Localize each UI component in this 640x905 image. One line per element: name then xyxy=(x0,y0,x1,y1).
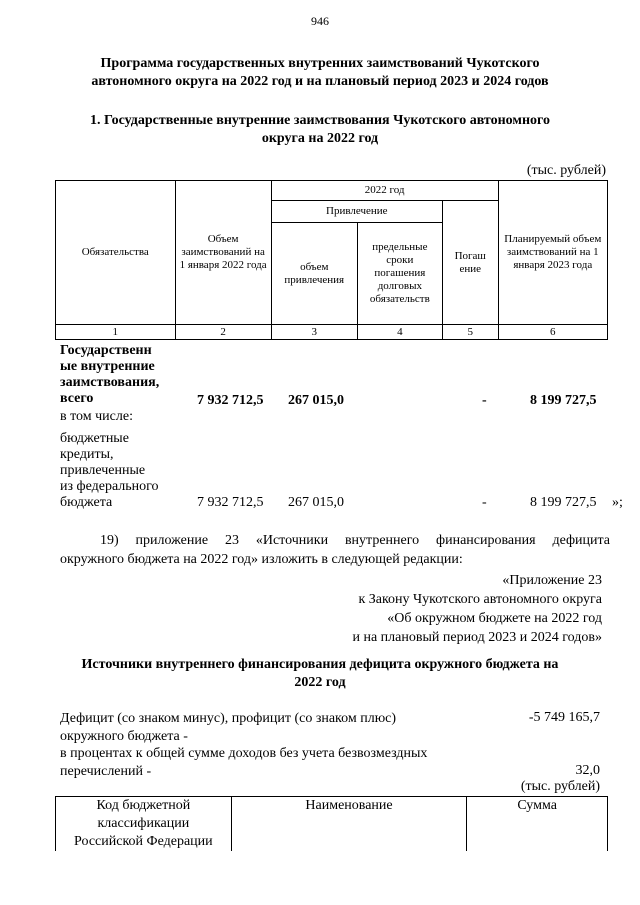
sources-table xyxy=(55,796,608,851)
header-raising-volume: объем привлечения xyxy=(271,223,357,325)
total-planned: 8 199 727,5 xyxy=(530,393,597,408)
header-code-line: Код бюджетной xyxy=(96,798,191,813)
total-repayment: - xyxy=(482,393,487,408)
budget-credits-label xyxy=(60,431,159,511)
section1-title xyxy=(40,112,600,148)
appendix-line: «Приложение 23 xyxy=(502,573,602,588)
total-raising: 267 015,0 xyxy=(288,393,344,408)
closing-quote: »; xyxy=(612,495,623,510)
budget-credits-label-line: привлеченные xyxy=(60,463,146,478)
header-max-terms: предельные сроки погашения долговых обязательств xyxy=(357,223,442,325)
budget-credits-label-line: бюджета xyxy=(60,495,113,510)
para19-line1: 19) приложение 23 «Источники внутреннего финансирования дефицита xyxy=(100,533,610,548)
total-label-line: ые внутренние xyxy=(60,359,155,374)
col-number: 2 xyxy=(175,325,271,340)
credits-planned: 8 199 727,5 xyxy=(530,495,597,510)
header-volume-start: Объем заимствований на 1 января 2022 года xyxy=(175,181,271,325)
sources-title xyxy=(40,656,600,692)
header-planned: Планируемый объем заимствований на 1 января 2023 года xyxy=(498,181,607,325)
sources-title-line1: Источники внутреннего финансирования дефицита окружного бюджета на xyxy=(81,657,559,672)
col-number: 3 xyxy=(271,325,357,340)
credits-raising: 267 015,0 xyxy=(288,495,344,510)
appendix-line: к Закону Чукотского автономного округа xyxy=(358,592,602,607)
header-code-line: классификации xyxy=(97,816,190,831)
col-number: 4 xyxy=(357,325,442,340)
total-label-line: Государственн xyxy=(60,343,152,358)
header-raising: Привлечение xyxy=(271,201,442,223)
program-title-line2: автономного округа на 2022 год и на плановый период 2023 и 2024 годов xyxy=(91,74,549,89)
deficit-label-line: окружного бюджета - xyxy=(60,729,188,744)
sources-title-line2: 2022 год xyxy=(294,675,346,690)
budget-credits-label-line: из федерального xyxy=(60,479,159,494)
percent-label-line: перечислений - xyxy=(60,764,152,779)
header-obligations: Обязательства xyxy=(56,181,176,325)
col-number: 5 xyxy=(442,325,498,340)
deficit-value: -5 749 165,7 xyxy=(528,710,600,725)
appendix-line: «Об окружном бюджете на 2022 год xyxy=(387,611,602,626)
header-sum: Сумма xyxy=(467,797,608,852)
page-number: 946 xyxy=(311,14,329,28)
percent-value: 32,0 xyxy=(575,763,600,778)
deficit-label xyxy=(60,710,396,746)
section1-title-line2: округа на 2022 год xyxy=(261,131,379,146)
credits-volume: 7 932 712,5 xyxy=(197,495,264,510)
percent-label-line: в процентах к общей сумме доходов без учета безвозмездных xyxy=(60,746,428,761)
borrowings-table xyxy=(55,180,608,340)
credits-repayment: - xyxy=(482,495,487,510)
total-label-line: заимствования, xyxy=(60,375,160,390)
appendix-header xyxy=(352,571,602,647)
col-number: 6 xyxy=(498,325,607,340)
including-label: в том числе: xyxy=(60,409,133,424)
header-year: 2022 год xyxy=(271,181,498,201)
units-label-2: (тыс. рублей) xyxy=(520,779,600,794)
header-repayment: Погаш ение xyxy=(442,201,498,325)
header-code xyxy=(56,797,232,852)
percent-label xyxy=(60,745,427,781)
appendix-line: и на плановый период 2023 и 2024 годов» xyxy=(352,630,602,645)
total-label xyxy=(60,343,159,407)
col-number: 1 xyxy=(56,325,176,340)
program-title-line1: Программа государственных внутренних заимствований Чукотского xyxy=(100,56,540,71)
budget-credits-label-line: кредиты, xyxy=(60,447,114,462)
total-volume: 7 932 712,5 xyxy=(197,393,264,408)
para19-line2: окружного бюджета на 2022 год» изложить в следующей редакции: xyxy=(60,552,463,567)
budget-credits-label-line: бюджетные xyxy=(60,431,129,446)
section1-title-line1: 1. Государственные внутренние заимствования Чукотского автономного xyxy=(89,113,551,128)
units-label-1: (тыс. рублей) xyxy=(526,163,606,178)
header-code-line: Российской Федерации xyxy=(74,834,213,849)
program-title xyxy=(40,55,600,91)
header-name: Наименование xyxy=(231,797,467,852)
total-label-line: всего xyxy=(60,391,94,406)
deficit-label-line: Дефицит (со знаком минус), профицит (со знаком плюс) xyxy=(60,711,397,726)
